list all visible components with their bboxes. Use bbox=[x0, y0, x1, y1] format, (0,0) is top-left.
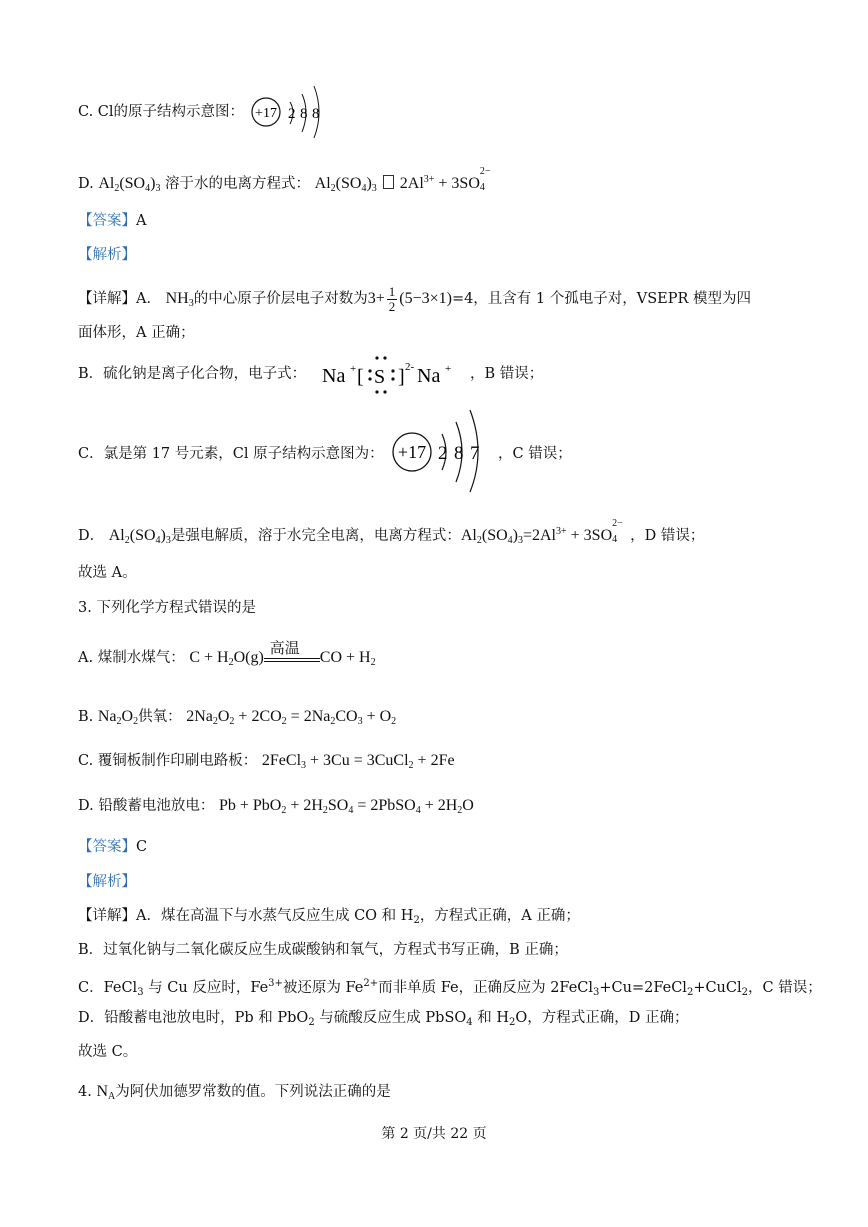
detail-d-part-4: O，方程式正确，D 正确； bbox=[515, 1010, 689, 1026]
question-stem: 为阿伏加德罗常数的值。下列说法正确的是 bbox=[115, 1084, 391, 1100]
q2-conclusion bbox=[78, 563, 798, 583]
shell-count-1: 2 bbox=[438, 443, 448, 464]
shell-count-2: 8 bbox=[454, 443, 464, 464]
equation-b: $2Na_2O_2 + 2CO_2 = 2Na_2CO_3 + O_2$ bbox=[186, 708, 397, 727]
detail-a-text-2: ，方程式正确，A 正确； bbox=[419, 908, 580, 924]
answer-value: C bbox=[136, 839, 148, 855]
q2-answer bbox=[78, 211, 798, 231]
q2-detail-c bbox=[78, 444, 798, 464]
equation-option-d: $Al_2(SO_4)_3$ $2Al^{3+} + 3SO$ 2− 4 bbox=[314, 166, 491, 194]
q4-stem bbox=[78, 1082, 798, 1107]
nucleus-label: +17 bbox=[397, 442, 427, 462]
q3-option-b-label: B. bbox=[78, 709, 98, 725]
detail-c-part-2: 与 Cu 反应时，Fe bbox=[143, 980, 269, 996]
reaction-condition: 高温 bbox=[269, 639, 300, 657]
missing-glyph-icon bbox=[383, 175, 394, 189]
charge-plus-left: + bbox=[350, 363, 357, 375]
nucleus-label: +17 bbox=[255, 106, 277, 121]
electron-dot bbox=[391, 377, 394, 380]
q3-option-a-label: A. 煤制水煤气： bbox=[78, 650, 185, 666]
detail-c-part-7: ，C 错误； bbox=[748, 980, 822, 996]
q2-option-d-mid: 溶于水的电离方程式： bbox=[165, 176, 311, 192]
detail-b-text: B．硫化钠是离子化合物，电子式： bbox=[78, 366, 307, 382]
detail-tag: 【详解】 bbox=[78, 908, 136, 924]
answer-tag: 【答案】 bbox=[78, 213, 136, 229]
equation-c: 2FeCl$_3$ + 3Cu = 3CuCl$_2$ + 2Fe bbox=[261, 752, 455, 771]
detail-a-text-2: =4，且含有 1 个孤电子对，VSEPR 模型为四 bbox=[451, 291, 752, 308]
q3-option-b bbox=[78, 707, 798, 732]
electron-dot bbox=[383, 356, 386, 359]
detail-c-part-4: 而非单质 Fe，正确反应为 2FeCl bbox=[378, 980, 594, 996]
electron-dot bbox=[368, 369, 371, 372]
q3-option-d-label: D. 铅酸蓄电池放电： bbox=[78, 798, 215, 814]
formula-al2so43: $Al_2(SO_4)_3$ bbox=[108, 527, 171, 546]
q3-option-c-label: C. 覆铜板制作印刷电路板： bbox=[78, 753, 258, 769]
shell-count-1: 2 bbox=[288, 106, 296, 122]
q2-detail-d bbox=[78, 518, 798, 551]
detail-c-part-6: +CuCl bbox=[693, 980, 742, 996]
analysis-tag: 【解析】 bbox=[78, 874, 136, 890]
q3-stem bbox=[78, 598, 798, 618]
na-cation-left: Na bbox=[322, 365, 346, 387]
detail-a-text: 的中心原子价层电子对数为 bbox=[193, 291, 368, 308]
electron-dot bbox=[368, 377, 371, 380]
detail-c-part-5: +Cu=2FeCl bbox=[599, 980, 687, 996]
shell-count-3: 7 bbox=[470, 443, 480, 464]
q3-detail-a: 【详解】A．煤在高温下与水蒸气反应生成 CO 和 $H_2$，方程式正确，A 正确； bbox=[78, 908, 580, 926]
detail-d-text-2: ，D 错误； bbox=[630, 528, 705, 544]
electron-dot bbox=[375, 390, 378, 393]
cl-atom-diagram-option bbox=[250, 80, 340, 140]
q2-option-c-label: C. Cl的原子结构示意图： bbox=[78, 104, 245, 120]
equation-a: $C + H_2O(g)$ 高温 CO + $H_2$ bbox=[189, 639, 376, 668]
cl-atom-diagram-correct bbox=[390, 404, 500, 494]
q2-option-d-label: D. bbox=[78, 176, 99, 192]
page-footer: 第 2 页/共 22 页 bbox=[381, 1126, 487, 1142]
analysis-tag: 【解析】 bbox=[78, 247, 136, 263]
q2-option-c bbox=[78, 102, 798, 122]
charge-plus-right: + bbox=[445, 363, 452, 375]
detail-d-part-1: D．铅酸蓄电池放电时，Pb 和 PbO bbox=[78, 1010, 309, 1026]
equals-bar bbox=[264, 658, 320, 662]
detail-b-text: B．过氧化钠与二氧化碳反应生成碳酸钠和氧气，方程式书写正确，B 正确； bbox=[78, 942, 568, 958]
electron-dot bbox=[375, 356, 378, 359]
detail-d-part-2: 与硫酸反应生成 PbSO bbox=[314, 1010, 467, 1026]
detail-a-text: A．煤在高温下与水蒸气反应生成 CO 和 H bbox=[136, 908, 414, 924]
q3-detail-b bbox=[78, 940, 798, 960]
na2s-electron-formula bbox=[322, 352, 472, 396]
shell-count-3: 8 bbox=[312, 106, 320, 122]
q2-detail-b bbox=[78, 361, 798, 388]
q2-option-d bbox=[78, 166, 798, 199]
bracket-left: [ bbox=[357, 366, 364, 388]
detail-tag: 【详解】 bbox=[78, 291, 136, 308]
detail-b-text-2: ，B 错误； bbox=[470, 366, 544, 382]
detail-d-part-3: 和 H bbox=[472, 1010, 510, 1026]
q3-option-c bbox=[78, 751, 798, 776]
q2-detail-a bbox=[78, 285, 798, 314]
q2-detail-a-cont bbox=[78, 323, 798, 343]
q3-option-b-mid: 供氧： bbox=[138, 709, 182, 725]
symbol-na: $N_A$ bbox=[96, 1083, 116, 1102]
answer-value: A bbox=[136, 213, 147, 229]
conclusion-text: 故选 C。 bbox=[78, 1044, 138, 1060]
na-cation-right: Na bbox=[417, 365, 441, 387]
question-stem: 3. 下列化学方程式错误的是 bbox=[78, 600, 256, 616]
charge-2minus: 2- bbox=[405, 361, 415, 373]
q3-option-d bbox=[78, 796, 798, 821]
shell-count-2: 8 bbox=[300, 106, 308, 122]
bracket-right: ] bbox=[398, 366, 405, 388]
equation-correct: $Al_2(SO_4)_3=2Al^{3+} + 3SO$ 2− 4 bbox=[460, 518, 623, 546]
q3-detail-c: C．FeCl$_3$ 与 Cu 反应时，$Fe^{3+}$被还原为 $Fe^{2+}$而非单质 Fe，正确反应为 2FeCl$_3$+Cu=2FeCl$_2$+CuCl$_2$，C 错误； bbox=[78, 978, 822, 998]
detail-c-part-3: 被还原为 Fe bbox=[282, 980, 364, 996]
detail-d-prefix: D． bbox=[78, 528, 105, 544]
detail-c-text: C．氯是第 17 号元素，Cl 原子结构示意图为： bbox=[78, 446, 384, 462]
formula-nh3: $NH_3$ bbox=[165, 290, 194, 310]
conclusion-text: 故选 A。 bbox=[78, 565, 137, 581]
answer-tag: 【答案】 bbox=[78, 839, 136, 855]
question-number: 4. bbox=[78, 1084, 97, 1100]
electron-dot bbox=[391, 369, 394, 372]
formula-al2so43: $Al_2(SO_4)_3$ bbox=[98, 175, 161, 194]
detail-c-text-2: ，C 错误； bbox=[498, 446, 572, 462]
q3-option-a bbox=[78, 639, 798, 673]
sulfur-symbol: S bbox=[374, 366, 386, 388]
q2-analysis bbox=[78, 245, 798, 265]
detail-c-part-1: C．FeCl bbox=[78, 980, 138, 996]
formula-na2o2: $Na_2O_2$ bbox=[97, 708, 139, 727]
q3-answer bbox=[78, 837, 798, 857]
q3-detail-d: D．铅酸蓄电池放电时，Pb 和 PbO$_2$ 与硫酸反应生成 PbSO$_4$ 和 $H_2O$，方程式正确，D 正确； bbox=[78, 1010, 689, 1028]
detail-a-prefix: A． bbox=[136, 291, 161, 308]
equation-d: $Pb + PbO_2 + 2H_2SO_4$ = 2PbSO$_4$ + $2H_2O$ bbox=[218, 797, 474, 816]
formula-vsepr-calc: 3+ $\frac{1}{2}$ (5−3×1) bbox=[367, 284, 452, 314]
q3-conclusion bbox=[78, 1042, 798, 1062]
detail-a-text-3: 面体形，A 正确； bbox=[78, 325, 195, 341]
detail-d-text: 是强电解质，溶于水完全电离，电离方程式： bbox=[170, 528, 461, 544]
electron-dot bbox=[383, 390, 386, 393]
q3-analysis bbox=[78, 872, 798, 892]
